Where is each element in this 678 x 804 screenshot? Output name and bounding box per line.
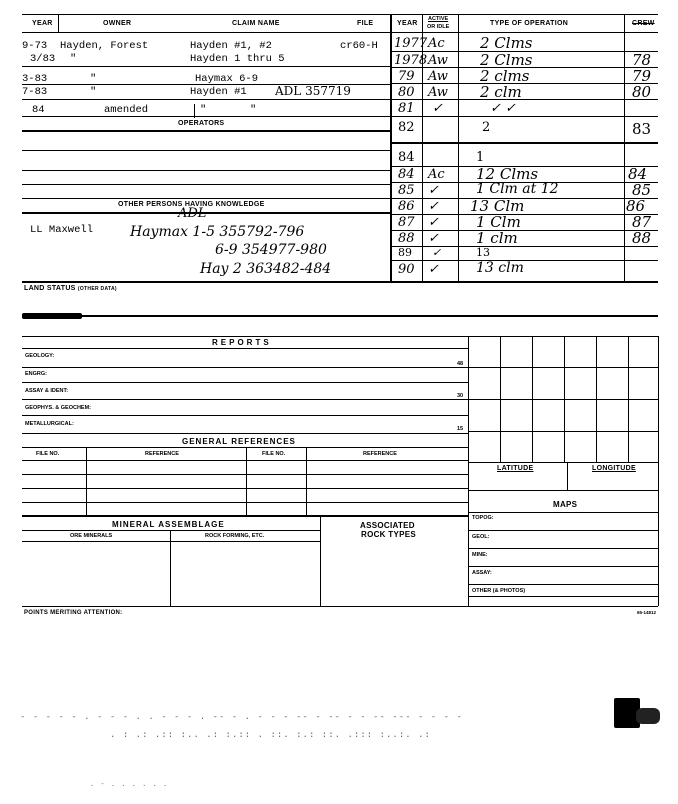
op-11-type: 1 Clm — [476, 213, 521, 231]
report-metallurgical: METALLURGICAL: — [25, 421, 74, 427]
owner-row-4-note: ADL 357719 — [275, 84, 351, 98]
report-geology: GEOLOGY: — [25, 353, 55, 359]
header-crew: CREW — [632, 20, 655, 27]
op-9-status: ✓ — [428, 183, 439, 198]
op-13-status: ✓ — [432, 246, 442, 259]
op-3-status: Aw — [428, 69, 448, 84]
report-assay-num: 30 — [457, 393, 464, 399]
maps-other: OTHER (& PHOTOS) — [472, 588, 526, 594]
other-person-adl-label: ADL — [178, 206, 207, 221]
op-12-crew: 88 — [632, 229, 652, 247]
general-references-title: GENERAL REFERENCES — [182, 437, 296, 446]
op-12-status: ✓ — [428, 231, 439, 246]
op-14-type: 13 clm — [476, 260, 524, 276]
top-border — [22, 14, 658, 15]
maps-topog: TOPOG: — [472, 515, 494, 521]
header-year: YEAR — [32, 20, 53, 27]
owner-row-3-claim: Haymax 6-9 — [195, 73, 259, 85]
header-year-right: YEAR — [397, 20, 418, 27]
op-2-year: 1978 — [394, 53, 428, 68]
header-or-idle: OR IDLE — [427, 24, 450, 30]
op-11-year: 87 — [398, 215, 415, 230]
op-3-crew: 79 — [632, 67, 652, 85]
header-claim-name: CLAIM NAME — [232, 20, 280, 27]
owner-row-4-owner: " — [90, 86, 97, 98]
owner-row-4-year: 7-83 — [22, 86, 48, 98]
op-6-year: 82 — [398, 120, 415, 135]
owner-row-2-claim: Hayden 1 thru 5 — [190, 53, 285, 65]
op-14-year: 90 — [398, 262, 415, 277]
owner-row-1-owner: Hayden, Forest — [60, 40, 149, 52]
points-meriting-label: POINTS MERITING ATTENTION: — [24, 610, 123, 616]
associated-label: ASSOCIATED — [360, 521, 415, 530]
op-9-crew: 85 — [632, 181, 652, 199]
rock-forming-label: ROCK FORMING, ETC. — [205, 533, 265, 539]
owner-row-1-claim: Hayden #1, #2 — [190, 40, 272, 52]
scan-noise-2: . : .: .:: :.. .: :.:: . ::. :.: ::. .::: :..:. .: — [110, 730, 431, 740]
other-person-entry-3: Hay 2 363482-484 — [200, 261, 332, 277]
op-9-year: 85 — [398, 183, 415, 198]
maps-geol: GEOL: — [472, 534, 490, 540]
main-vertical-divider — [390, 14, 392, 282]
op-10-year: 86 — [398, 199, 415, 214]
report-engrg: ENGRG: — [25, 371, 47, 377]
scan-noise-1: - - - - - . - - - . . - - - . -- - . - - - -- - -- - - -- --- - - - - — [20, 712, 463, 722]
op-11-status: ✓ — [428, 215, 439, 230]
owner-row-3-owner: " — [90, 73, 97, 85]
op-9-type: 1 Clm at 12 — [476, 181, 559, 197]
op-8-crew: 84 — [628, 165, 648, 183]
other-persons-label: OTHER PERSONS HAVING KNOWLEDGE — [118, 201, 265, 208]
owner-row-5-year: 84 — [32, 104, 45, 116]
op-1-status: Ac — [428, 36, 445, 51]
mineral-assemblage-title: MINERAL ASSEMBLAGE — [112, 520, 225, 529]
rock-types-label: ROCK TYPES — [361, 530, 417, 539]
op-6-crew: 83 — [632, 120, 652, 138]
report-geology-num: 48 — [457, 361, 464, 367]
op-8-type: 12 Clms — [476, 165, 539, 183]
maps-title: MAPS — [553, 500, 578, 509]
owner-row-1-year: 9-73 — [22, 40, 48, 52]
owner-row-2-year: 3/83 — [30, 53, 56, 65]
header-active: ACTIVE — [428, 16, 449, 22]
owner-row-4-claim: Hayden #1 — [190, 86, 247, 98]
latitude-label: LATITUDE — [497, 465, 534, 472]
report-metallurgical-num: 15 — [457, 426, 464, 432]
owner-row-2-owner: " — [70, 53, 77, 65]
maps-mine: MINE: — [472, 552, 488, 558]
op-10-type: 13 Clm — [470, 197, 525, 215]
other-person-entry-1: Haymax 1-5 355792-796 — [130, 224, 305, 240]
header-bottom-line — [22, 32, 658, 33]
op-1-type: 2 Clms — [480, 34, 533, 52]
ref-col-file-no-1: FILE NO. — [36, 451, 60, 457]
op-12-type: 1 clm — [476, 229, 518, 247]
op-3-year: 79 — [398, 69, 415, 84]
op-4-year: 80 — [398, 85, 415, 100]
section-divider — [22, 315, 658, 317]
op-5-year: 81 — [398, 101, 415, 116]
op-1-year: 1977 — [394, 36, 428, 51]
op-11-crew: 87 — [632, 213, 652, 231]
op-7-year: 84 — [398, 150, 415, 165]
form-code: 65-14812 — [637, 610, 657, 615]
reports-title: REPORTS — [212, 338, 272, 347]
ref-col-reference-1: REFERENCE — [145, 451, 179, 457]
maps-assay: ASSAY: — [472, 570, 492, 576]
owner-row-5-owner: amended — [104, 104, 149, 116]
owner-row-3-year: 3-83 — [22, 73, 48, 85]
op-5-type: ✓ ✓ — [490, 101, 516, 116]
header-owner: OWNER — [103, 20, 132, 27]
owner-row-5-claim: " — [200, 104, 207, 116]
other-person-name: LL Maxwell — [30, 224, 94, 236]
op-12-year: 88 — [398, 231, 415, 246]
op-2-crew: 78 — [632, 51, 652, 69]
report-assay: ASSAY & IDENT: — [25, 388, 69, 394]
op-2-type: 2 Clms — [480, 51, 533, 69]
ref-col-file-no-2: FILE NO. — [262, 451, 286, 457]
header-file: FILE — [357, 20, 374, 27]
op-3-type: 2 clms — [480, 67, 530, 85]
op-13-type: 13 — [476, 246, 490, 259]
op-8-year: 84 — [398, 167, 415, 182]
op-5-status: ✓ — [432, 101, 443, 116]
op-6-type: 2 — [482, 120, 491, 135]
ore-minerals-label: ORE MINERALS — [70, 533, 113, 539]
other-person-entry-2: 6-9 354977-980 — [215, 242, 327, 258]
owner-row-5-claim2: " — [250, 104, 257, 116]
op-2-status: Aw — [428, 53, 448, 68]
scan-noise-3: . - . . . . . . — [90, 780, 169, 788]
op-4-type: 2 clm — [480, 83, 522, 101]
op-14-status: ✓ — [428, 262, 439, 277]
op-4-crew: 80 — [632, 83, 652, 101]
op-4-status: Aw — [428, 85, 448, 100]
op-10-crew: 86 — [626, 197, 646, 215]
report-geophys: GEOPHYS. & GEOCHEM: — [25, 405, 92, 411]
owner-row-1-file: cr60-H — [340, 40, 378, 52]
operators-label: OPERATORS — [178, 120, 225, 127]
op-8-status: Ac — [428, 167, 445, 182]
header-type-of-operation: TYPE OF OPERATION — [490, 20, 569, 27]
ref-col-reference-2: REFERENCE — [363, 451, 397, 457]
op-7-type: 1 — [476, 150, 485, 165]
op-10-status: ✓ — [428, 199, 439, 214]
longitude-label: LONGITUDE — [592, 465, 636, 472]
op-13-year: 89 — [398, 246, 412, 259]
land-status-label: LAND STATUS (OTHER DATA) — [24, 285, 117, 292]
